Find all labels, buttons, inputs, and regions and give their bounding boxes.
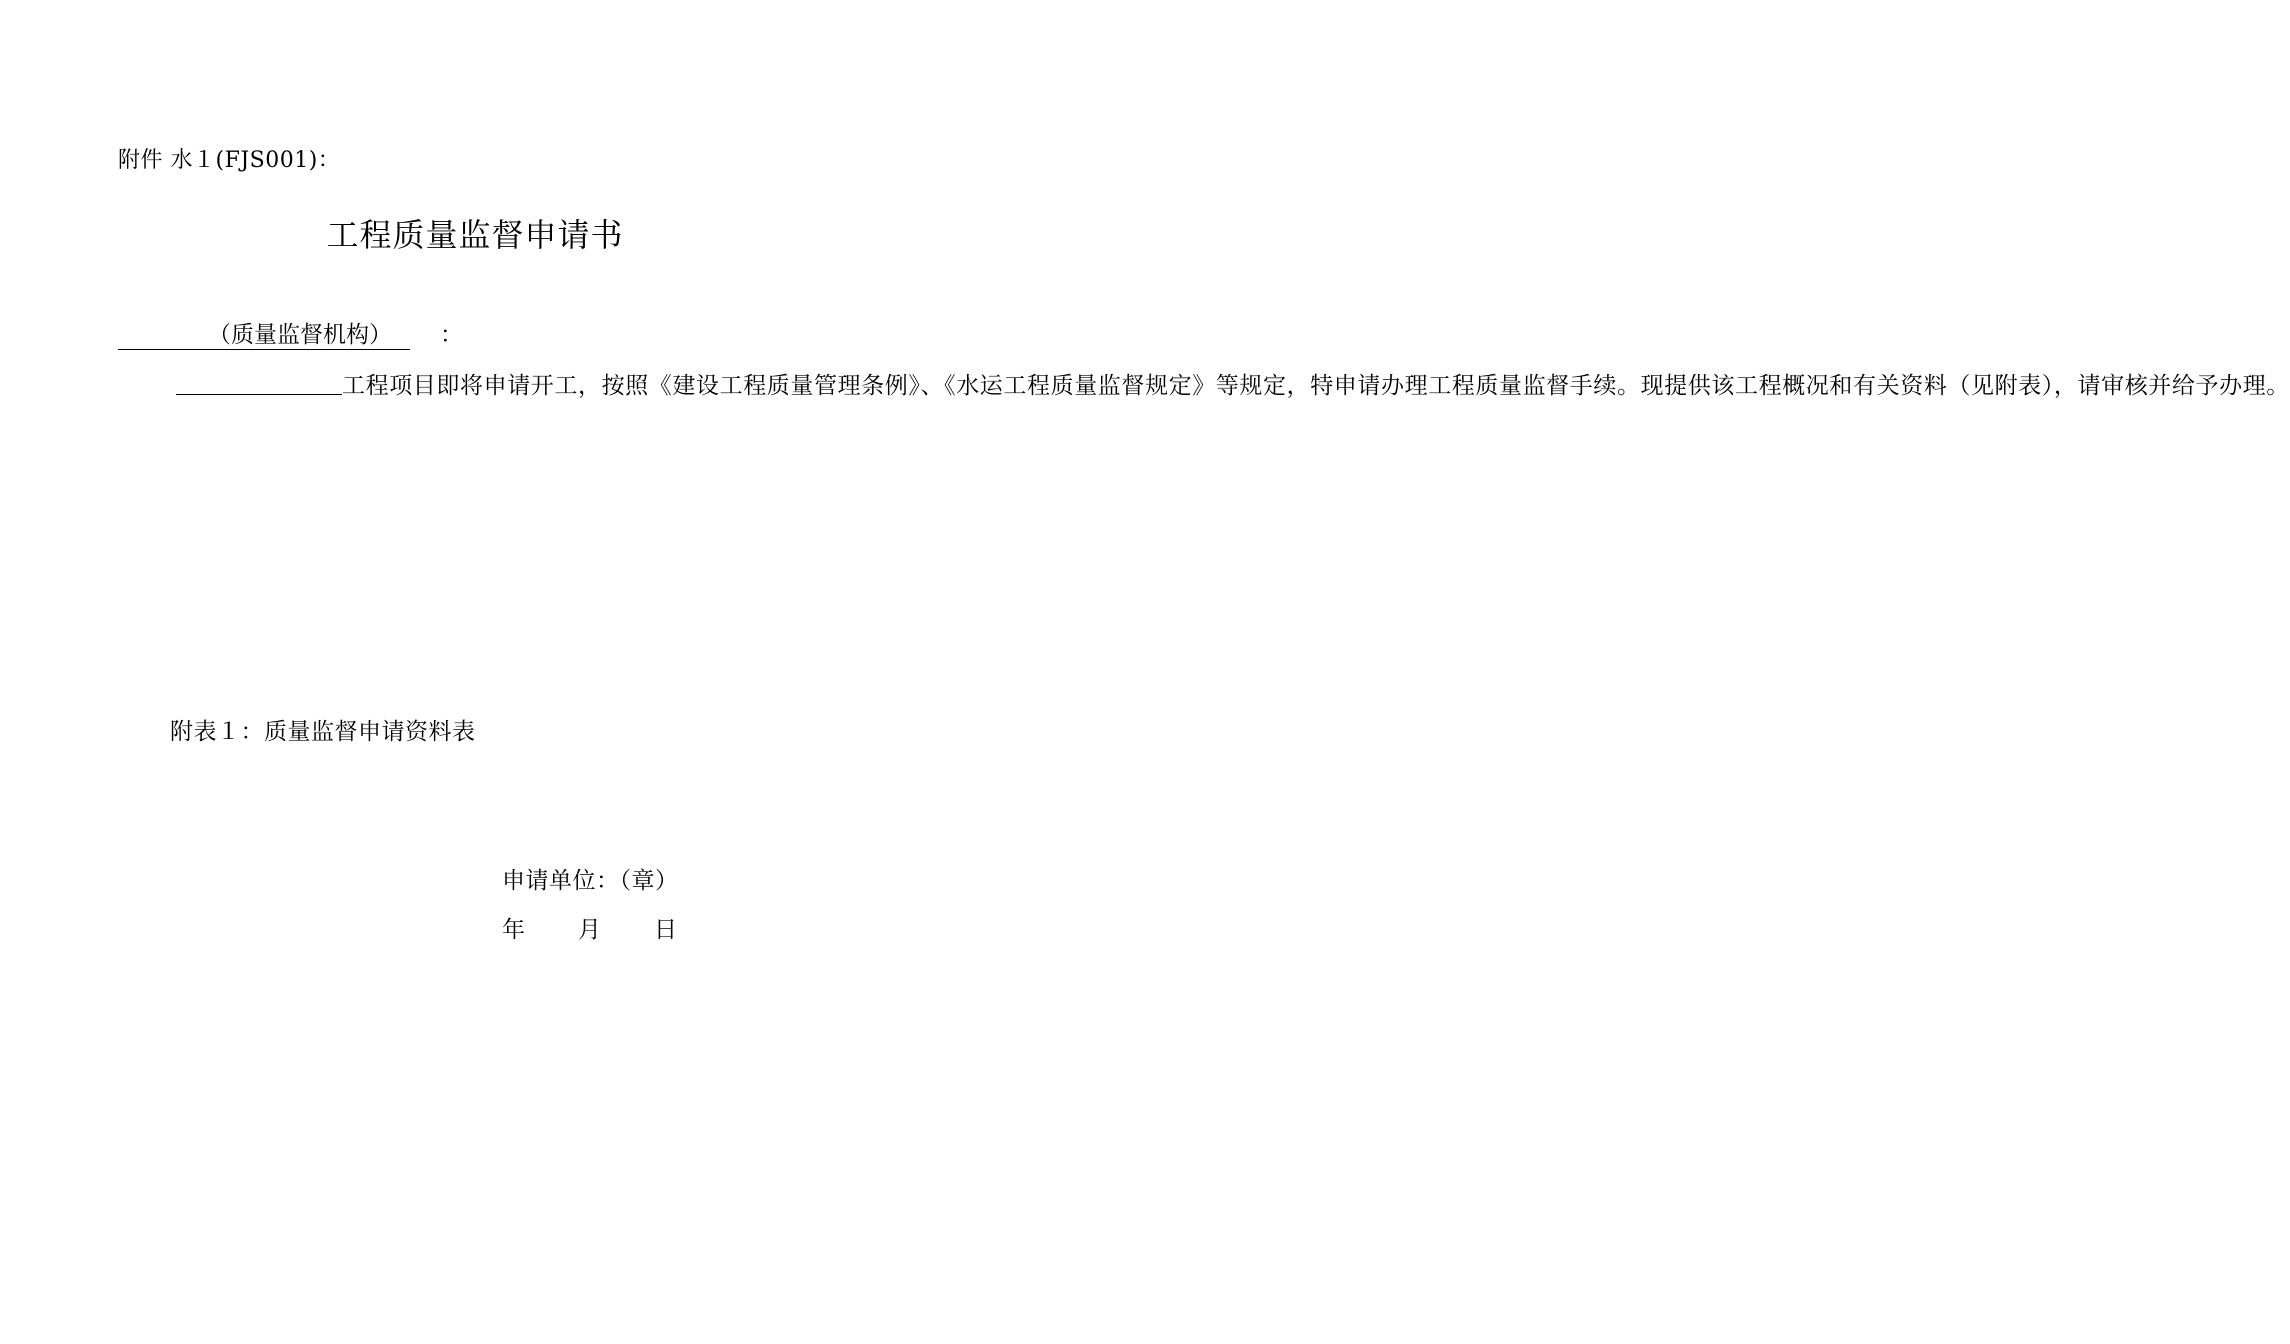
- project-name-blank: [176, 370, 342, 395]
- date-year: 年: [502, 917, 525, 943]
- body-paragraph: [118, 362, 2290, 410]
- date-day: 日: [654, 917, 677, 943]
- date-line: [502, 911, 677, 944]
- appendix-reference: 附表１：质量监督申请资料表: [170, 719, 476, 745]
- addressee-line: [118, 316, 463, 350]
- addressee-name: （质量监督机构）: [118, 321, 410, 350]
- attachment-label: 附件 水１(FJS001)：: [118, 148, 341, 173]
- addressee-colon: ：: [440, 322, 463, 348]
- applicant-seal-line: 申请单位：（章）: [502, 868, 679, 894]
- document-title: 工程质量监督申请书: [326, 216, 624, 254]
- body-text: 工程项目即将申请开工，按照《建设工程质量管理条例》、《水运工程质量监督规定》等规定，特申请办理工程质量监督手续。现提供该工程概况和有关资料（见附表），请审核并给予办理。: [342, 373, 2290, 399]
- date-month: 月: [578, 917, 601, 943]
